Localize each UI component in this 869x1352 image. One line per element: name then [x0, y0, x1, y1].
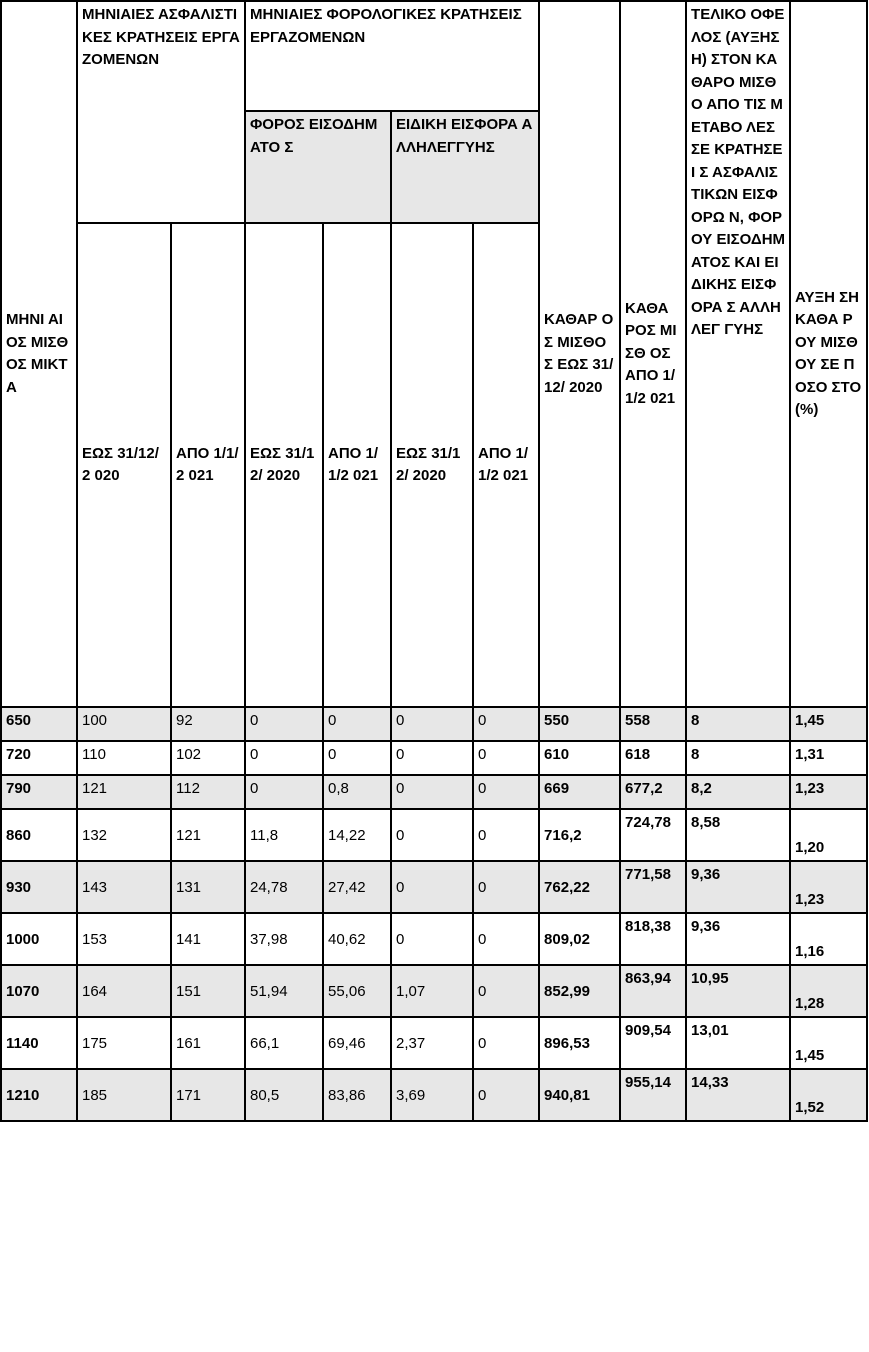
cell-tax-after: 83,86 — [323, 1069, 391, 1121]
cell-increase-percent: 1,23 — [790, 861, 867, 913]
cell-net-before: 610 — [539, 741, 620, 775]
cell-increase-percent: 1,45 — [790, 707, 867, 741]
cell-insurance-before: 110 — [77, 741, 171, 775]
cell-increase-percent: 1,31 — [790, 741, 867, 775]
cell-tax-after: 14,22 — [323, 809, 391, 861]
header-net-increase-percent: ΑΥΞΗ ΣΗ ΚΑΘΑ ΡΟΥ ΜΙΣΘ ΟΥ ΣΕ ΠΟΣΟ ΣΤΟ (%) — [790, 1, 867, 707]
cell-insurance-before: 143 — [77, 861, 171, 913]
cell-benefit: 8 — [686, 741, 790, 775]
header-solidarity-contribution: ΕΙΔΙΚΗ ΕΙΣΦΟΡΑ ΑΛΛΗΛΕΓΓΥΗΣ — [391, 111, 539, 223]
cell-insurance-before: 153 — [77, 913, 171, 965]
cell-solidarity-after: 0 — [473, 913, 539, 965]
header-solidarity-from-2021: ΑΠΟ 1/1/2 021 — [473, 223, 539, 707]
cell-insurance-after: 112 — [171, 775, 245, 809]
cell-increase-percent: 1,16 — [790, 913, 867, 965]
table-row — [1, 741, 867, 775]
cell-tax-after: 40,62 — [323, 913, 391, 965]
table-row — [1, 809, 867, 861]
header-insurance-deductions: ΜΗΝΙΑΙΕΣ ΑΣΦΑΛΙΣΤΙΚΕΣ ΚΡΑΤΗΣΕΙΣ ΕΡΓΑΖΟΜΕΝΩΝ — [77, 1, 245, 223]
cell-solidarity-before: 0 — [391, 913, 473, 965]
cell-solidarity-before: 0 — [391, 809, 473, 861]
header-final-benefit: ΤΕΛΙΚΟ ΟΦΕΛΟΣ (ΑΥΞΗΣΗ) ΣΤΟΝ ΚΑΘΑΡΟ ΜΙΣΘΟ ΑΠΟ ΤΙΣ ΜΕΤΑΒΟ ΛΕΣ ΣΕ ΚΡΑΤΗΣΕΙ Σ ΑΣΦΑΛΙΣ ΤΙΚΩΝ ΕΙΣΦΟΡΩ Ν, ΦΟΡΟΥ ΕΙΣΟΔΗΜ ΑΤΟΣ ΚΑΙ ΕΙΔΙΚΗΣ ΕΙΣΦΟΡΑ Σ ΑΛΛΗΛΕΓ ΓΥΗΣ — [686, 1, 790, 707]
cell-gross: 1070 — [1, 965, 77, 1017]
cell-benefit: 9,36 — [686, 861, 790, 913]
cell-gross: 1000 — [1, 913, 77, 965]
cell-solidarity-after: 0 — [473, 861, 539, 913]
cell-tax-after: 0,8 — [323, 775, 391, 809]
cell-tax-before: 0 — [245, 775, 323, 809]
cell-insurance-after: 171 — [171, 1069, 245, 1121]
cell-tax-before: 37,98 — [245, 913, 323, 965]
cell-solidarity-after: 0 — [473, 1017, 539, 1069]
cell-solidarity-before: 2,37 — [391, 1017, 473, 1069]
cell-solidarity-after: 0 — [473, 1069, 539, 1121]
header-tax-deductions: ΜΗΝΙΑΙΕΣ ΦΟΡΟΛΟΓΙΚΕΣ ΚΡΑΤΗΣΕΙΣ ΕΡΓΑΖΟΜΕΝΩΝ — [245, 1, 539, 111]
cell-solidarity-after: 0 — [473, 741, 539, 775]
cell-benefit: 10,95 — [686, 965, 790, 1017]
cell-tax-after: 69,46 — [323, 1017, 391, 1069]
cell-gross: 720 — [1, 741, 77, 775]
cell-solidarity-after: 0 — [473, 809, 539, 861]
cell-tax-before: 0 — [245, 707, 323, 741]
cell-gross: 860 — [1, 809, 77, 861]
cell-tax-before: 66,1 — [245, 1017, 323, 1069]
cell-gross: 930 — [1, 861, 77, 913]
header-income-tax: ΦΟΡΟΣ ΕΙΣΟΔΗΜΑΤΟ Σ — [245, 111, 391, 223]
cell-insurance-before: 164 — [77, 965, 171, 1017]
cell-increase-percent: 1,28 — [790, 965, 867, 1017]
cell-solidarity-after: 0 — [473, 965, 539, 1017]
header-solidarity-until-2020: ΕΩΣ 31/12/ 2020 — [391, 223, 473, 707]
cell-insurance-before: 132 — [77, 809, 171, 861]
cell-increase-percent: 1,20 — [790, 809, 867, 861]
cell-solidarity-before: 0 — [391, 861, 473, 913]
cell-net-before: 716,2 — [539, 809, 620, 861]
cell-net-after: 677,2 — [620, 775, 686, 809]
cell-net-after: 618 — [620, 741, 686, 775]
cell-increase-percent: 1,23 — [790, 775, 867, 809]
table-row — [1, 913, 867, 965]
cell-net-before: 762,22 — [539, 861, 620, 913]
cell-net-before: 809,02 — [539, 913, 620, 965]
header-tax-from-2021: ΑΠΟ 1/1/2 021 — [323, 223, 391, 707]
cell-solidarity-after: 0 — [473, 775, 539, 809]
cell-net-before: 940,81 — [539, 1069, 620, 1121]
cell-increase-percent: 1,45 — [790, 1017, 867, 1069]
header-net-salary-after: ΚΑΘΑ ΡΟΣ ΜΙΣΘ ΟΣ ΑΠΟ 1/1/2 021 — [620, 1, 686, 707]
header-gross-salary: ΜΗΝΙ ΑΙΟΣ ΜΙΣΘ ΟΣ ΜΙΚΤΑ — [1, 1, 77, 707]
table-row — [1, 1017, 867, 1069]
table-row — [1, 965, 867, 1017]
cell-tax-before: 24,78 — [245, 861, 323, 913]
cell-insurance-after: 102 — [171, 741, 245, 775]
cell-tax-before: 51,94 — [245, 965, 323, 1017]
cell-benefit: 13,01 — [686, 1017, 790, 1069]
cell-insurance-after: 121 — [171, 809, 245, 861]
cell-insurance-after: 131 — [171, 861, 245, 913]
cell-benefit: 8 — [686, 707, 790, 741]
cell-insurance-before: 185 — [77, 1069, 171, 1121]
cell-gross: 790 — [1, 775, 77, 809]
cell-tax-after: 55,06 — [323, 965, 391, 1017]
cell-net-after: 771,58 — [620, 861, 686, 913]
cell-increase-percent: 1,52 — [790, 1069, 867, 1121]
cell-net-after: 955,14 — [620, 1069, 686, 1121]
cell-tax-before: 0 — [245, 741, 323, 775]
cell-insurance-after: 141 — [171, 913, 245, 965]
cell-insurance-after: 92 — [171, 707, 245, 741]
cell-benefit: 8,58 — [686, 809, 790, 861]
cell-benefit: 14,33 — [686, 1069, 790, 1121]
header-insurance-until-2020: ΕΩΣ 31/12/2 020 — [77, 223, 171, 707]
cell-net-after: 909,54 — [620, 1017, 686, 1069]
cell-net-before: 550 — [539, 707, 620, 741]
cell-tax-after: 0 — [323, 707, 391, 741]
cell-tax-after: 0 — [323, 741, 391, 775]
cell-solidarity-before: 0 — [391, 741, 473, 775]
cell-insurance-before: 100 — [77, 707, 171, 741]
cell-solidarity-before: 1,07 — [391, 965, 473, 1017]
header-net-salary-before: ΚΑΘΑΡ ΟΣ ΜΙΣΘΟ Σ ΕΩΣ 31/12/ 2020 — [539, 1, 620, 707]
cell-gross: 1210 — [1, 1069, 77, 1121]
cell-tax-before: 80,5 — [245, 1069, 323, 1121]
header-tax-until-2020: ΕΩΣ 31/12/ 2020 — [245, 223, 323, 707]
cell-net-after: 863,94 — [620, 965, 686, 1017]
cell-tax-before: 11,8 — [245, 809, 323, 861]
cell-solidarity-after: 0 — [473, 707, 539, 741]
cell-solidarity-before: 3,69 — [391, 1069, 473, 1121]
cell-solidarity-before: 0 — [391, 707, 473, 741]
cell-gross: 1140 — [1, 1017, 77, 1069]
cell-insurance-after: 161 — [171, 1017, 245, 1069]
cell-net-before: 669 — [539, 775, 620, 809]
cell-net-after: 724,78 — [620, 809, 686, 861]
cell-solidarity-before: 0 — [391, 775, 473, 809]
cell-tax-after: 27,42 — [323, 861, 391, 913]
table-row — [1, 707, 867, 741]
cell-benefit: 8,2 — [686, 775, 790, 809]
cell-insurance-before: 175 — [77, 1017, 171, 1069]
table-row — [1, 861, 867, 913]
cell-net-after: 558 — [620, 707, 686, 741]
cell-net-before: 896,53 — [539, 1017, 620, 1069]
cell-gross: 650 — [1, 707, 77, 741]
header-insurance-from-2021: ΑΠΟ 1/1/2 021 — [171, 223, 245, 707]
table-row — [1, 1069, 867, 1121]
cell-net-after: 818,38 — [620, 913, 686, 965]
cell-insurance-before: 121 — [77, 775, 171, 809]
table-row — [1, 775, 867, 809]
cell-benefit: 9,36 — [686, 913, 790, 965]
cell-net-before: 852,99 — [539, 965, 620, 1017]
cell-insurance-after: 151 — [171, 965, 245, 1017]
